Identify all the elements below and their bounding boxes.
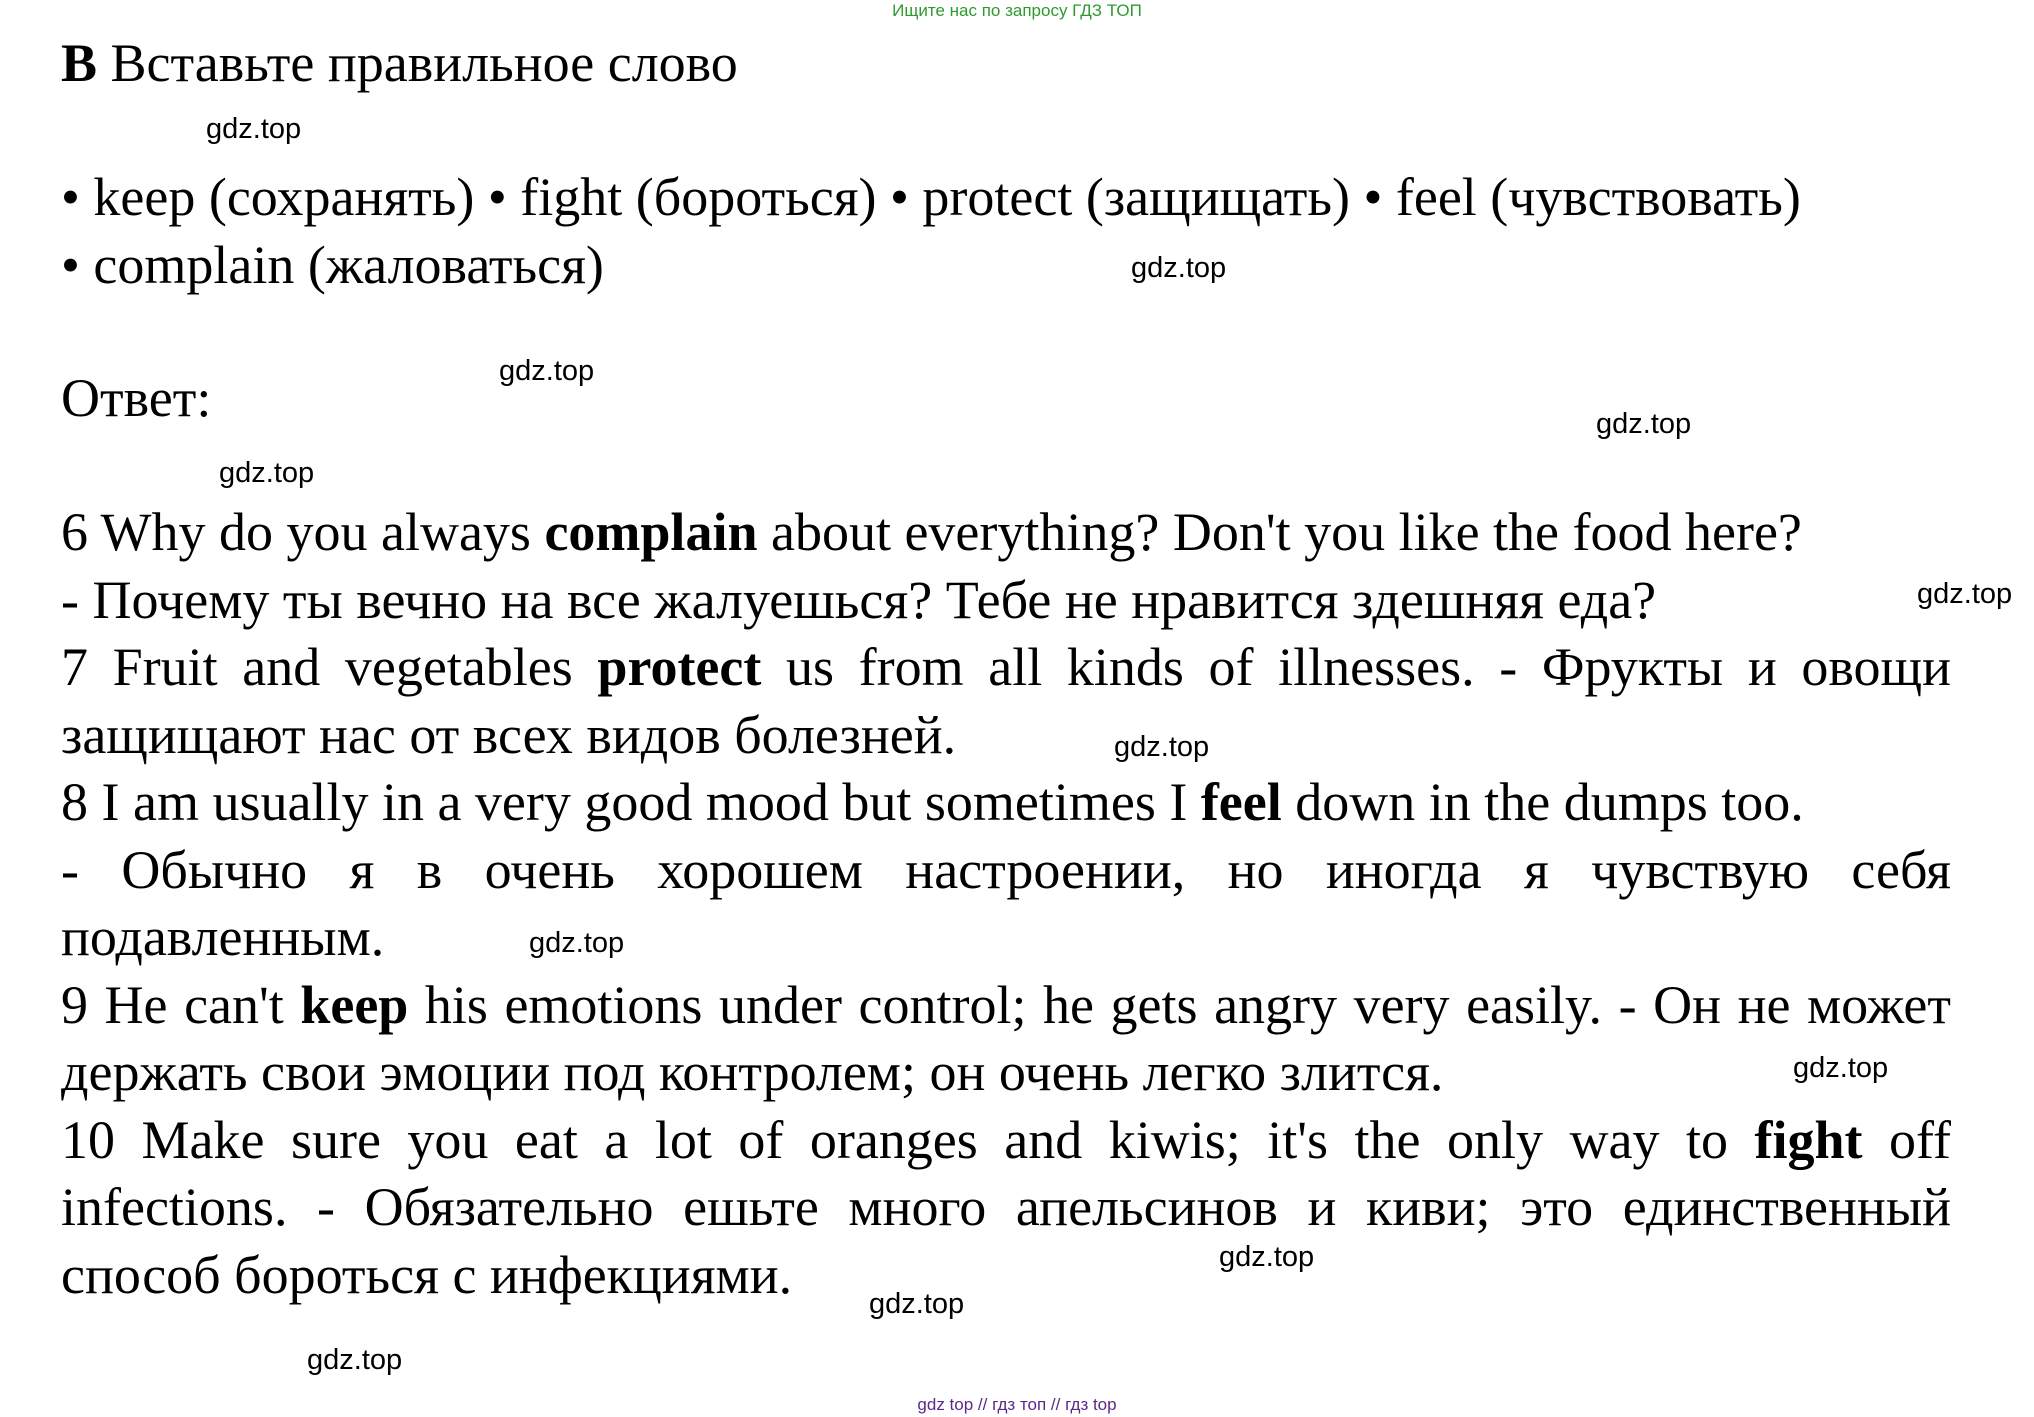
answer-text: us from all kinds of illnesses. - Фрукты и овощи защищают нас от всех видов болезней. xyxy=(61,637,1951,765)
answer-word: protect xyxy=(597,637,762,697)
answer-item xyxy=(61,769,1951,837)
answer-word: fight xyxy=(1754,1109,1863,1170)
exercise-title: Вставьте правильное слово xyxy=(97,33,738,93)
answer-item xyxy=(61,634,1951,769)
answer-text: about everything? Don't you like the food here? xyxy=(757,502,1802,562)
answer-translation: - Обычно я в очень хорошем настроении, но иногда я чувствую себя подавленным. xyxy=(61,839,1951,967)
word-bank xyxy=(61,163,1951,299)
answer-text: off infections. - Обязательно ешьте много апельсинов и киви; это единственный способ бороться с инфекциями. xyxy=(61,1109,1951,1305)
watermark: gdz.top xyxy=(1114,731,1210,763)
watermark: gdz.top xyxy=(1917,578,2013,610)
answer-text: 10 Make sure you eat a lot of oranges and kiwis; it's the only way to xyxy=(61,1109,1755,1170)
answer-text: his emotions under control; he gets angry very easily. - Он не может держать свои эмоции под контролем; он очень легко злится. xyxy=(61,974,1951,1102)
watermark: gdz.top xyxy=(1596,408,1692,440)
word-bank-line-2: • complain (жаловаться) xyxy=(61,235,604,295)
answer-word: complain xyxy=(544,502,758,562)
watermark: gdz.top xyxy=(869,1288,965,1320)
answer-text: 9 He can't xyxy=(61,974,301,1035)
answer-item xyxy=(61,1107,1951,1310)
word-bank-line-1: • keep (сохранять) • fight (бороться) • protect (защищать) • feel (чувствовать) xyxy=(61,167,1801,227)
answer-text: 6 Why do you always xyxy=(61,502,545,562)
exercise-heading xyxy=(61,30,738,96)
answer-word: keep xyxy=(300,974,409,1035)
answer-item xyxy=(61,499,1951,567)
answer-word: feel xyxy=(1200,772,1282,832)
answer-text: 7 Fruit and vegetables xyxy=(61,637,598,697)
answer-translation: - Почему ты вечно на все жалуешься? Тебе не нравится здешняя еда? xyxy=(61,569,1657,630)
watermark: gdz.top xyxy=(1219,1241,1315,1273)
watermark: gdz.top xyxy=(499,355,595,387)
answer-text: 8 I am usually in a very good mood but sometimes I xyxy=(61,772,1201,832)
watermark: gdz.top xyxy=(529,927,625,959)
watermark: gdz.top xyxy=(206,113,302,145)
answer-label: Ответ: xyxy=(61,368,212,428)
answer-list xyxy=(61,499,1951,1309)
watermark: gdz.top xyxy=(1793,1052,1889,1084)
top-banner: Ищите нас по запросу ГДЗ ТОП xyxy=(892,1,1142,20)
exercise-letter: B xyxy=(61,33,98,93)
bottom-banner: gdz top // гдз топ // гдз top xyxy=(917,1395,1117,1414)
answer-item xyxy=(61,972,1951,1107)
answer-text: down in the dumps too. xyxy=(1281,772,1804,832)
watermark: gdz.top xyxy=(1131,252,1227,284)
watermark: gdz.top xyxy=(307,1344,403,1376)
watermark: gdz.top xyxy=(219,457,315,489)
